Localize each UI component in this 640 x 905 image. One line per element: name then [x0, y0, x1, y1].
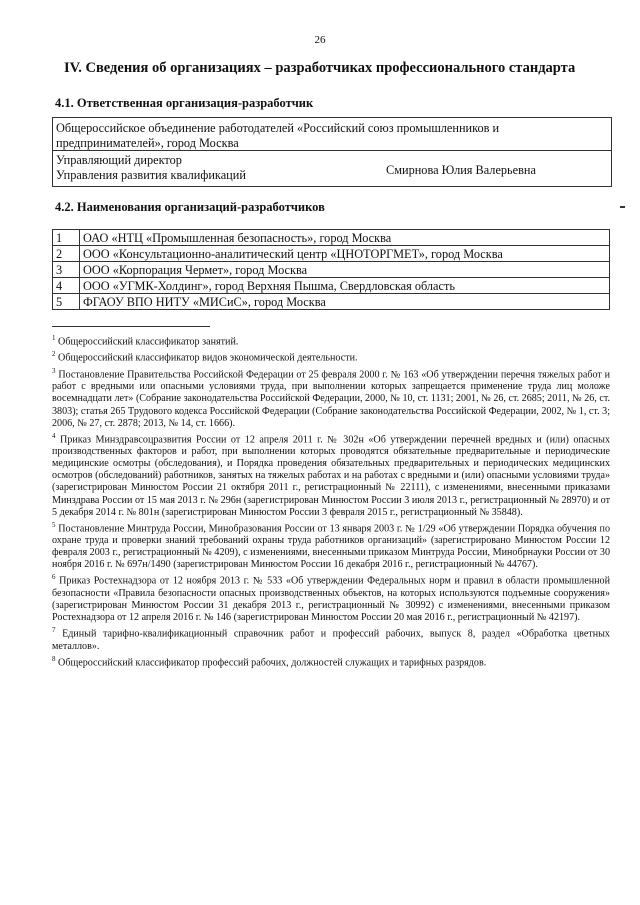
- responsible-org-heading: 4.1. Ответственная организация-разработчик: [55, 96, 314, 110]
- developer-orgs-table: [52, 229, 610, 310]
- footnote-text: Постановление Правительства Российской Федерации от 25 февраля 2000 г. № 163 «Об утверждении перечня тяжелых работ и работ с вредными или опасными условиями труда, при выполнении которых запрещается применение труда лиц моложе восемнадцати лет» (Собрание законодательства Российской Федерации, 2000, № 10, ст. 1131; 2001, № 26, ст. 2685; 2011, № 26, ст. 3803); статья 265 Трудового кодекса Российской Федерации (Собрание законодательства Российской Федерации, 2002, № 1, ст. 3; 2006, № 27, ст. 2878; 2013, № 14, ст. 1666).: [52, 369, 610, 429]
- footnote-4: [52, 430, 610, 519]
- footnote-3: [52, 365, 610, 430]
- footnote-text: Единый тарифно-квалификационный справочник работ и профессий рабочих, выпуск 8, раздел «Обработка цветных металлов».: [52, 628, 610, 652]
- responsible-org-box: [52, 117, 612, 187]
- table-row: [53, 246, 610, 262]
- org-name: ФГАОУ ВПО НИТУ «МИСиС», город Москва: [80, 294, 610, 310]
- footnote-1: [52, 332, 610, 348]
- position-line-2: Управления развития квалификаций: [56, 168, 246, 182]
- footnote-text: Приказ Минздравсоцразвития России от 12 апреля 2011 г. № 302н «Об утверждении перечней вредных и (или) опасных производственных факторов и работ, при выполнении которых проводятся обязательные предварительные и периодические медицинские осмотры (обследования), и Порядка проведения обязательных предварительных и периодических медицинских осмотров (обследований) работников, занятых на тяжелых работах и на работах с вредными и (или) опасными условиями труда» (зарегистрирован Минюстом России 21 октября 2011 г., регистрационный № 22111), с изменениями, внесенными приказами Минздрава России от 15 мая 2013 г. № 296н (зарегистрирован Минюстом России 3 июля 2013 г., регистрационный № 28970) и от 5 декабря 2014 г. № 801н (зарегистрирован Минюстом России 3 февраля 2015 г., регистрационный № 35848).: [52, 434, 610, 518]
- org-name: ОАО «НТЦ «Промышленная безопасность», город Москва: [80, 230, 610, 246]
- position-line-1: Управляющий директор: [56, 153, 182, 167]
- developer-orgs-heading: 4.2. Наименования организаций-разработчиков: [55, 200, 325, 214]
- row-number: 5: [53, 294, 80, 310]
- footnote-mark: 4: [52, 431, 56, 440]
- responsible-org-line-1: Общероссийское объединение работодателей «Российский союз промышленников и: [56, 121, 500, 135]
- responsible-person-row: [53, 151, 611, 187]
- footnote-mark: 1: [52, 334, 56, 342]
- row-number: 4: [53, 278, 80, 294]
- footnote-6: [52, 571, 610, 624]
- footnote-mark: 6: [52, 573, 56, 582]
- footnote-text: Постановление Минтруда России, Минобразования России от 13 января 2003 г. № 1/29 «Об утверждении Порядка обучения по охране труда и проверки знаний требований охраны труда работников организаций» (зарегистрировано Минюстом России 12 февраля 2003 г., регистрационный № 4209), с изменениями, внесенными приказом Минтруда России, Минобрнауки России от 30 ноября 2016 г. № 697н/1490 (зарегистрирован Минюстом России 16 декабря 2016 г., регистрационный № 44767).: [52, 523, 610, 571]
- footnote-mark: 3: [52, 366, 56, 375]
- org-name: ООО «УГМК-Холдинг», город Верхняя Пышма, Свердловская область: [80, 278, 610, 294]
- footnote-text: Общероссийский классификатор видов экономической деятельности.: [58, 352, 358, 364]
- section-title: IV. Сведения об организациях – разработчиках профессионального стандарта: [64, 60, 576, 76]
- footnote-8: [52, 653, 610, 669]
- row-number: 3: [53, 262, 80, 278]
- table-row: [53, 230, 610, 246]
- footnote-text: Общероссийский классификатор занятий.: [58, 336, 239, 348]
- footnote-text: Общероссийский классификатор профессий рабочих, должностей служащих и тарифных разрядов.: [58, 657, 487, 669]
- org-name: ООО «Корпорация Чермет», город Москва: [80, 262, 610, 278]
- row-number: 1: [53, 230, 80, 246]
- footnote-mark: 2: [52, 350, 56, 359]
- footnote-separator: [52, 326, 210, 327]
- table-row: [53, 294, 610, 310]
- org-name: ООО «Консультационно-аналитический центр «ЦНОТОРГМЕТ», город Москва: [80, 246, 610, 262]
- footnote-text: Приказ Ростехнадзора от 12 ноября 2013 г. № 533 «Об утверждении Федеральных норм и правил в области промышленной безопасности «Правила безопасности опасных производственных объектов, на которых используются подъемные сооружения» (зарегистрирован Минюстом России 31 декабря 2013 г., регистрационный № 30992) с изменениями, внесенными приказом Ростехнадзора от 12 апреля 2016 г. № 146 (зарегистрирован Минюстом России 20 мая 2016 г., регистрационный № 42197).: [52, 575, 610, 624]
- table-row: [53, 262, 610, 278]
- responsible-org-line-2: предпринимателей», город Москва: [56, 136, 239, 150]
- footnote-mark: 7: [52, 626, 56, 635]
- margin-mark: [620, 206, 625, 208]
- page-number: 26: [314, 34, 326, 46]
- footnote-5: [52, 519, 610, 572]
- person-name: Смирнова Юлия Валерьевна: [386, 163, 536, 177]
- footnote-2: [52, 348, 610, 364]
- row-number: 2: [53, 246, 80, 262]
- footnote-mark: 8: [52, 654, 56, 663]
- footnotes: [52, 332, 610, 669]
- table-row: [53, 278, 610, 294]
- responsible-org-name-row: [53, 118, 611, 151]
- footnote-7: [52, 624, 610, 653]
- footnote-mark: 5: [52, 520, 56, 529]
